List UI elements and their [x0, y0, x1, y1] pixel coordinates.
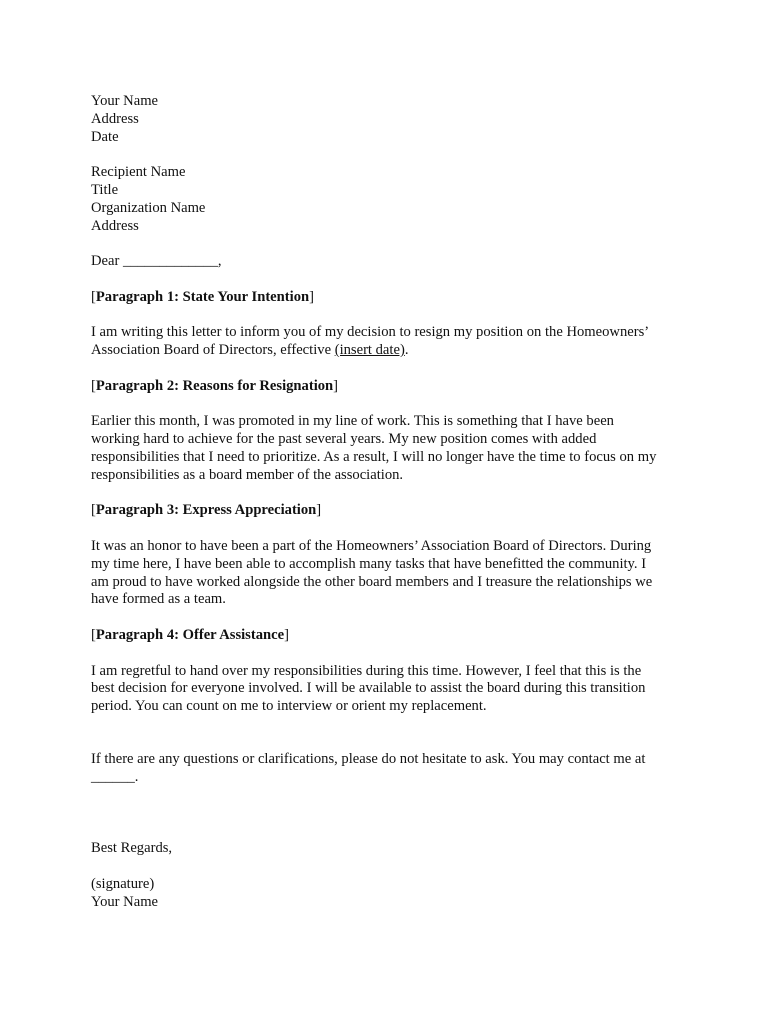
section-paragraph: It was an honor to have been a part of the Homeowners’ Association Board of Directors. During my time here, I have been able to accomplish many tasks that have benefitted the community. I am proud to have worked alongside the other board members and I treasure the relationships we have formed as a team.: [91, 537, 653, 608]
salutation: Dear _____________,: [91, 253, 222, 270]
insert-date-placeholder: (insert date): [334, 342, 405, 359]
sender-name: Your Name: [91, 93, 159, 109]
sender-block: [91, 93, 691, 146]
recipient-title: Title: [91, 181, 119, 198]
sign-off: Best Regards,: [91, 840, 173, 857]
recipient-block: [91, 164, 691, 235]
section-heading: [Paragraph 4: Offer Assistance]: [91, 626, 289, 643]
letter-document: [91, 93, 691, 912]
section-paragraph: Earlier this month, I was promoted in my line of work. This is something that I have been working hard to achieve for the past several years. My new position comes with added responsibilities that I need to prioritize. As a result, I will no longer have the time to focus on my responsibilities as a board member of the association.: [91, 413, 657, 483]
sender-address: Address: [91, 110, 139, 127]
section-heading: [Paragraph 1: State Your Intention]: [91, 288, 314, 305]
signature-placeholder: (signature): [91, 876, 155, 893]
section-paragraph: I am regretful to hand over my responsibilities during this time. However, I feel that this is the best decision for everyone involved. I will be available to assist the board during this transition period. You can count on me to interview or orient my replacement.: [91, 662, 646, 715]
recipient-organization: Organization Name: [91, 199, 206, 216]
section-heading: [Paragraph 3: Express Appreciation]: [91, 502, 322, 519]
recipient-address: Address: [91, 217, 139, 234]
signature-name: Your Name: [91, 893, 159, 910]
recipient-name: Recipient Name: [91, 164, 186, 181]
closing-paragraph: If there are any questions or clarifications, please do not hesitate to ask. You may contact me at ______.: [91, 751, 646, 786]
letter-date: Date: [91, 128, 119, 145]
section-paragraph: I am writing this letter to inform you of my decision to resign my position on the Homeowners’ Association Board of Directors, effective (insert date).: [91, 324, 650, 359]
section-heading: [Paragraph 2: Reasons for Resignation]: [91, 377, 339, 394]
